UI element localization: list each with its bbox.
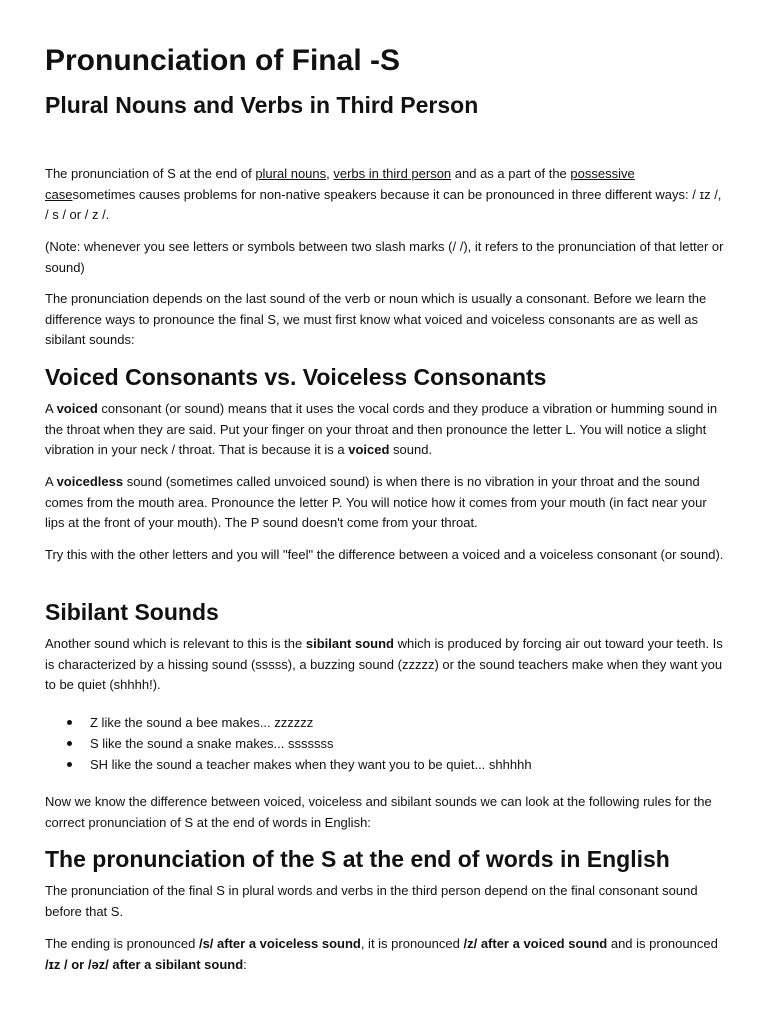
intro-text-3: and as a part of the [451, 166, 571, 181]
verbs-third-person-link[interactable]: verbs in third person [333, 166, 452, 181]
plural-nouns-link[interactable]: plural nouns [255, 166, 327, 181]
voiced-text-3: sound. [389, 442, 433, 457]
intro-text-1: The pronunciation of S at the end of [45, 166, 256, 181]
rules-text-1: The ending is pronounced [45, 936, 199, 951]
note-paragraph: (Note: whenever you see letters or symbols between two slash marks (/ /), it refers to the pronunciation of that letter or sound) [45, 239, 724, 275]
try-paragraph: Try this with the other letters and you will "feel" the difference between a voiced and a voiceless consonant (or sound). [45, 547, 724, 562]
voiced-paragraph [45, 399, 725, 461]
sibilant-list [45, 712, 725, 775]
list-item: S like the sound a snake makes... sssssss [45, 733, 725, 754]
rules-paragraph-2 [45, 934, 725, 975]
sibilant-paragraph [45, 634, 725, 696]
page-title: Pronunciation of Final -S [45, 44, 400, 77]
rules-bold-1: /s/ [198, 936, 214, 951]
now-paragraph: Now we know the difference between voiced, voiceless and sibilant sounds we can look at the following rules for the correct pronunciation of S at the end of words in English: [45, 794, 712, 830]
rules-text-6: : [243, 956, 247, 972]
sibilant-text-2: which is produced by forcing air out toward your teeth. Is is characterized by a hissing sound (sssss), a buzzing sound (zzzzz) or the sound teachers make when they want you to be quiet (shhhh!). [45, 636, 723, 692]
intro-text-4: sometimes causes problems for non-native speakers because it can be pronounced in three different ways: / ɪz /, / s / or / z /. [45, 186, 722, 222]
voiced-bold-1: voiced [56, 401, 98, 416]
voiced-section-heading: Voiced Consonants vs. Voiceless Consonants [45, 364, 547, 390]
sibilant-section-heading: Sibilant Sounds [45, 599, 219, 625]
rules-bold-3: /z/ [463, 936, 478, 951]
voiceless-paragraph [45, 472, 725, 534]
rules-text-5: and is pronounced [607, 936, 718, 951]
voiceless-text-1: A [45, 474, 57, 489]
rules-section-heading: The pronunciation of the S at the end of words in English [45, 846, 670, 872]
voiceless-text-2: sound (sometimes called unvoiced sound) is when there is no vibration in your throat and the sound comes from the mouth area. Pronounce the letter P. You will notice how it comes from your mouth (in fact near your lips at the front of your mouth). The P sound doesn't come from your throat. [45, 474, 707, 530]
rules-bold-5: /ɪz / or /əz/ after a sibilant sound [45, 956, 244, 972]
rules-paragraph-1: The pronunciation of the final S in plural words and verbs in the third person depend on the final consonant sound before that S. [45, 883, 698, 919]
voiceless-bold-1: voicedless [56, 474, 124, 489]
sibilant-text-1: Another sound which is relevant to this is the [45, 636, 306, 651]
sibilant-bold-1: sibilant sound [305, 636, 394, 651]
intro-paragraph [45, 164, 725, 226]
list-item: SH like the sound a teacher makes when they want you to be quiet... shhhhh [45, 754, 725, 775]
voiced-bold-2: voiced [348, 442, 390, 457]
depends-paragraph: The pronunciation depends on the last sound of the verb or noun which is usually a consonant. Before we learn the difference ways to pronounce the final S, we must first know what voiced and voiceless consonants are as well as sibilant sounds: [45, 291, 707, 347]
possessive-case-link[interactable]: possessive case [45, 166, 635, 202]
list-item: Z like the sound a bee makes... zzzzzz [45, 712, 725, 733]
rules-bold-2: after a voiceless sound [217, 936, 361, 951]
page-subtitle: Plural Nouns and Verbs in Third Person [45, 92, 479, 118]
rules-bold-4: after a voiced sound [480, 936, 608, 951]
voiced-text-2: consonant (or sound) means that it uses the vocal cords and they produce a vibration or humming sound in the throat when they are said. Put your finger on your throat and then pronounce the letter L. You will notice a slight vibration in your neck / throat. That is because it is a [45, 401, 718, 457]
rules-text-3: , it is pronounced [360, 936, 464, 951]
intro-text-2: , [326, 166, 334, 181]
voiced-text-1: A [45, 401, 57, 416]
